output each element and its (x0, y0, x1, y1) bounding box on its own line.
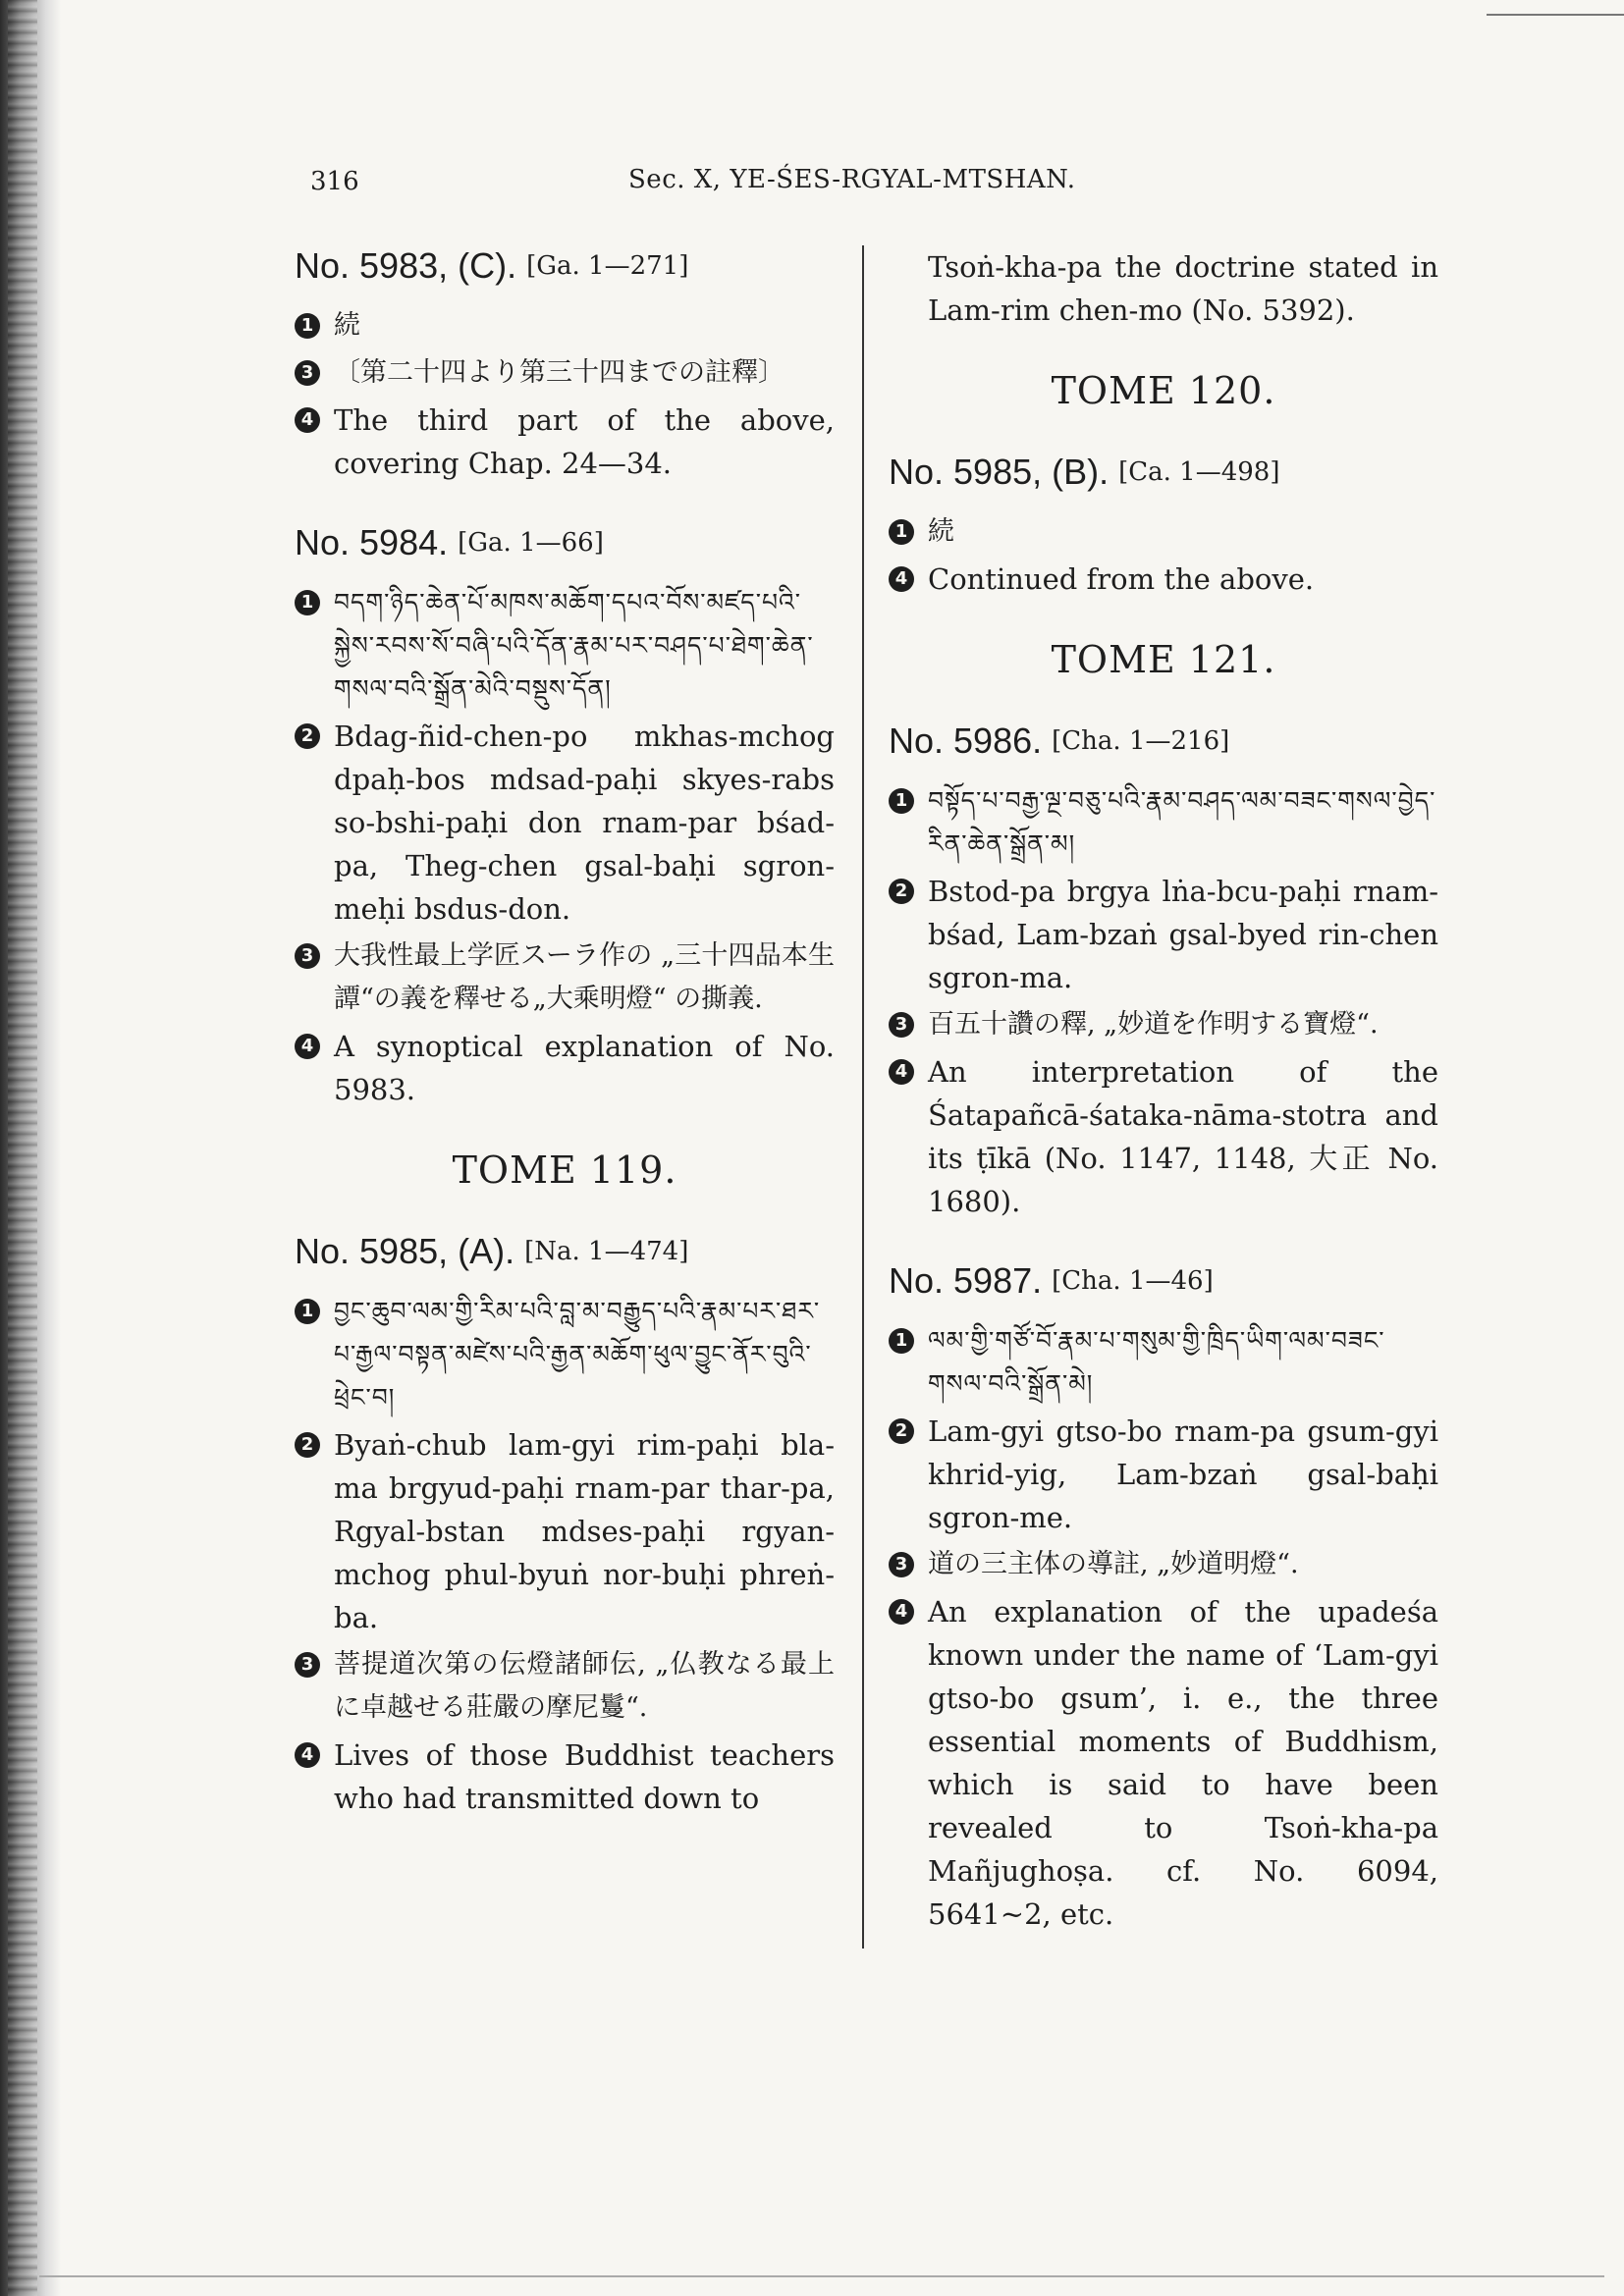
continuation-text-block (889, 245, 1438, 332)
list-item (295, 304, 835, 347)
continuation-text: Tsoṅ-kha-pa the doctrine stated in Lam-rim chen-mo (No. 5392). (928, 250, 1438, 327)
entry-header (889, 1260, 1438, 1302)
entry-number: No. 5985, (A). (295, 1231, 515, 1271)
right-column (889, 245, 1438, 1940)
item-text: Byaṅ-chub lam-gyi rim-paḥi bla-ma brgyud-paḥi rnam-par thar-pa, Rgyal-bstan mdses-paḥi rgyan-mchog phul-byuṅ nor-buḥi phreṅ-ba. (334, 1428, 835, 1634)
item-text: Lam-gyi gtso-bo rnam-pa gsum-gyi khrid-yig, Lam-bzaṅ gsal-baḥi sgron-me. (928, 1415, 1438, 1534)
item-marker: 4 (889, 1059, 914, 1085)
entry-header (295, 1231, 835, 1272)
entry-number: No. 5983, (C). (295, 245, 517, 286)
list-item (295, 1643, 835, 1730)
entry-ref: [Cha. 1—46] (1052, 1266, 1214, 1296)
list-item (295, 1734, 835, 1820)
entry-5985b (889, 452, 1438, 601)
entry-ref: [Ca. 1—498] (1118, 457, 1280, 487)
list-item (889, 1319, 1438, 1406)
entry-5983c (295, 245, 835, 485)
column-divider (862, 245, 864, 1949)
item-marker: 2 (889, 879, 914, 904)
entry-number: No. 5985, (B). (889, 452, 1110, 492)
item-marker: 1 (889, 519, 914, 545)
entry-5987 (889, 1260, 1438, 1936)
list-item (889, 1050, 1438, 1223)
list-item (295, 581, 835, 711)
item-text: 道の三主体の導註, „妙道明燈“. (928, 1549, 1299, 1579)
entry-ref: [Ga. 1—271] (526, 251, 689, 281)
list-item (889, 510, 1438, 554)
entry-header (295, 245, 835, 287)
entry-header (889, 452, 1438, 493)
item-text: 〔第二十四より第三十四までの註釋〕 (334, 357, 785, 388)
list-item (295, 1423, 835, 1639)
item-text: Continued from the above. (928, 562, 1315, 596)
item-text: བསྟོད་པ་བརྒྱ་ལྔ་བཅུ་པའི་རྣམ་བཤད་ལམ་བཟང་གསལ་བྱེད་རིན་ཆེན་སྒྲོན་མ། (928, 786, 1436, 858)
list-item (889, 1410, 1438, 1539)
entry-5986 (889, 721, 1438, 1223)
list-item (889, 558, 1438, 601)
list-item (295, 715, 835, 931)
item-marker: 2 (889, 1418, 914, 1444)
item-text: 大我性最上学匠スーラ作の „三十四品本生譚“の義を釋せる„大乘明燈“ の撕義. (334, 940, 835, 1014)
item-text: 菩提道次第の伝燈諸師伝, „仏教なる最上に卓越せる莊嚴の摩尼鬘“. (334, 1649, 835, 1723)
entry-number: No. 5987. (889, 1260, 1043, 1301)
list-item (889, 1543, 1438, 1586)
item-text: 続 (334, 310, 360, 341)
entry-number: No. 5984. (295, 522, 449, 562)
tome-heading: TOME 120. (1051, 369, 1276, 412)
tome-heading: TOME 121. (1051, 638, 1276, 681)
item-text: A synoptical explanation of No. 5983. (334, 1030, 835, 1106)
item-marker: 2 (295, 723, 320, 749)
item-text: Lives of those Buddhist teachers who had transmitted down to (334, 1738, 835, 1815)
item-text: 百五十讚の釋, „妙道を作明する寶燈“. (928, 1009, 1379, 1040)
list-item (889, 779, 1438, 866)
entry-ref: [Cha. 1—216] (1052, 726, 1230, 756)
list-item (295, 351, 835, 395)
list-item (889, 1003, 1438, 1046)
item-marker: 4 (889, 566, 914, 592)
item-text: བདག་ཉིད་ཆེན་པོ་མཁས་མཆོག་དཔའ་བོས་མཛད་པའི་སྐྱེས་རབས་སོ་བཞི་པའི་དོན་རྣམ་པར་བཤད་པ་ཐེག་ཆེན་གསལ་བའི་སྒྲོན་མེའི་བསྡུས་དོན། (334, 588, 814, 703)
item-text: Bstod-pa brgya lṅa-bcu-paḥi rnam-bśad, Lam-bzaṅ gsal-byed rin-chen sgron-ma. (928, 875, 1438, 994)
item-text: 続 (928, 516, 954, 547)
item-marker: 3 (889, 1012, 914, 1038)
item-marker: 4 (295, 1034, 320, 1059)
item-marker: 4 (295, 407, 320, 433)
running-head: Sec. X, YE-ŚES-RGYAL-MTSHAN. (628, 165, 1076, 194)
top-edge-rule (1487, 14, 1624, 16)
item-text: An explanation of the upadeśa known under the name of ‘Lam-gyi gtso-bo gsum’, i. e., the three essential moments of Buddhism, which is said to have been revealed to Tsoṅ-kha-pa Mañjughoṣa. cf. No. 6094, 5641~2, etc. (928, 1595, 1438, 1931)
item-marker: 1 (295, 1299, 320, 1324)
entry-header (295, 522, 835, 563)
entry-number: No. 5986. (889, 721, 1043, 761)
item-marker: 4 (295, 1742, 320, 1768)
left-column (295, 245, 835, 1824)
item-marker: 1 (295, 590, 320, 615)
item-marker: 1 (295, 313, 320, 339)
list-item (295, 934, 835, 1021)
bottom-edge-rule (39, 2275, 1604, 2277)
item-text: བྱང་ཆུབ་ལམ་གྱི་རིམ་པའི་བླ་མ་བརྒྱུད་པའི་རྣམ་པར་ཐར་པ་རྒྱལ་བསྟན་མཛེས་པའི་རྒྱན་མཆོག་ཕུལ་བྱུང་ནོར་བུའི་ཕྲེང་བ། (334, 1297, 821, 1412)
entry-ref: [Na. 1—474] (524, 1237, 689, 1266)
item-text: ལམ་གྱི་གཙོ་བོ་རྣམ་པ་གསུམ་གྱི་ཁྲིད་ཡིག་ལམ་བཟང་གསལ་བའི་སྒྲོན་མེ། (928, 1326, 1385, 1398)
tome-heading: TOME 119. (452, 1148, 677, 1192)
item-marker: 2 (295, 1432, 320, 1458)
list-item (295, 399, 835, 485)
entry-ref: [Ga. 1—66] (458, 528, 604, 558)
page-number: 316 (310, 167, 359, 196)
list-item (295, 1025, 835, 1111)
entry-5985a (295, 1231, 835, 1820)
item-text: An interpretation of the Śatapañcā-śataka-nāma-stotra and its ṭīkā (No. 1147, 1148, 大正 No. 1680). (928, 1055, 1438, 1218)
book-binding-shadow (0, 0, 61, 2296)
item-marker: 3 (295, 360, 320, 386)
item-marker: 1 (889, 1328, 914, 1354)
list-item (889, 870, 1438, 999)
item-marker: 3 (889, 1552, 914, 1577)
item-text: The third part of the above, covering Chap. 24—34. (334, 403, 835, 480)
item-marker: 4 (889, 1599, 914, 1625)
item-marker: 3 (295, 943, 320, 969)
item-marker: 1 (889, 788, 914, 814)
list-item (889, 1590, 1438, 1936)
list-item (295, 1290, 835, 1419)
item-text: Bdag-ñid-chen-po mkhas-mchog dpaḥ-bos mdsad-paḥi skyes-rabs so-bshi-paḥi don rnam-par bśad-pa, Theg-chen gsal-baḥi sgron-meḥi bsdus-don. (334, 720, 835, 926)
item-marker: 3 (295, 1652, 320, 1678)
entry-5984 (295, 522, 835, 1111)
entry-header (889, 721, 1438, 762)
